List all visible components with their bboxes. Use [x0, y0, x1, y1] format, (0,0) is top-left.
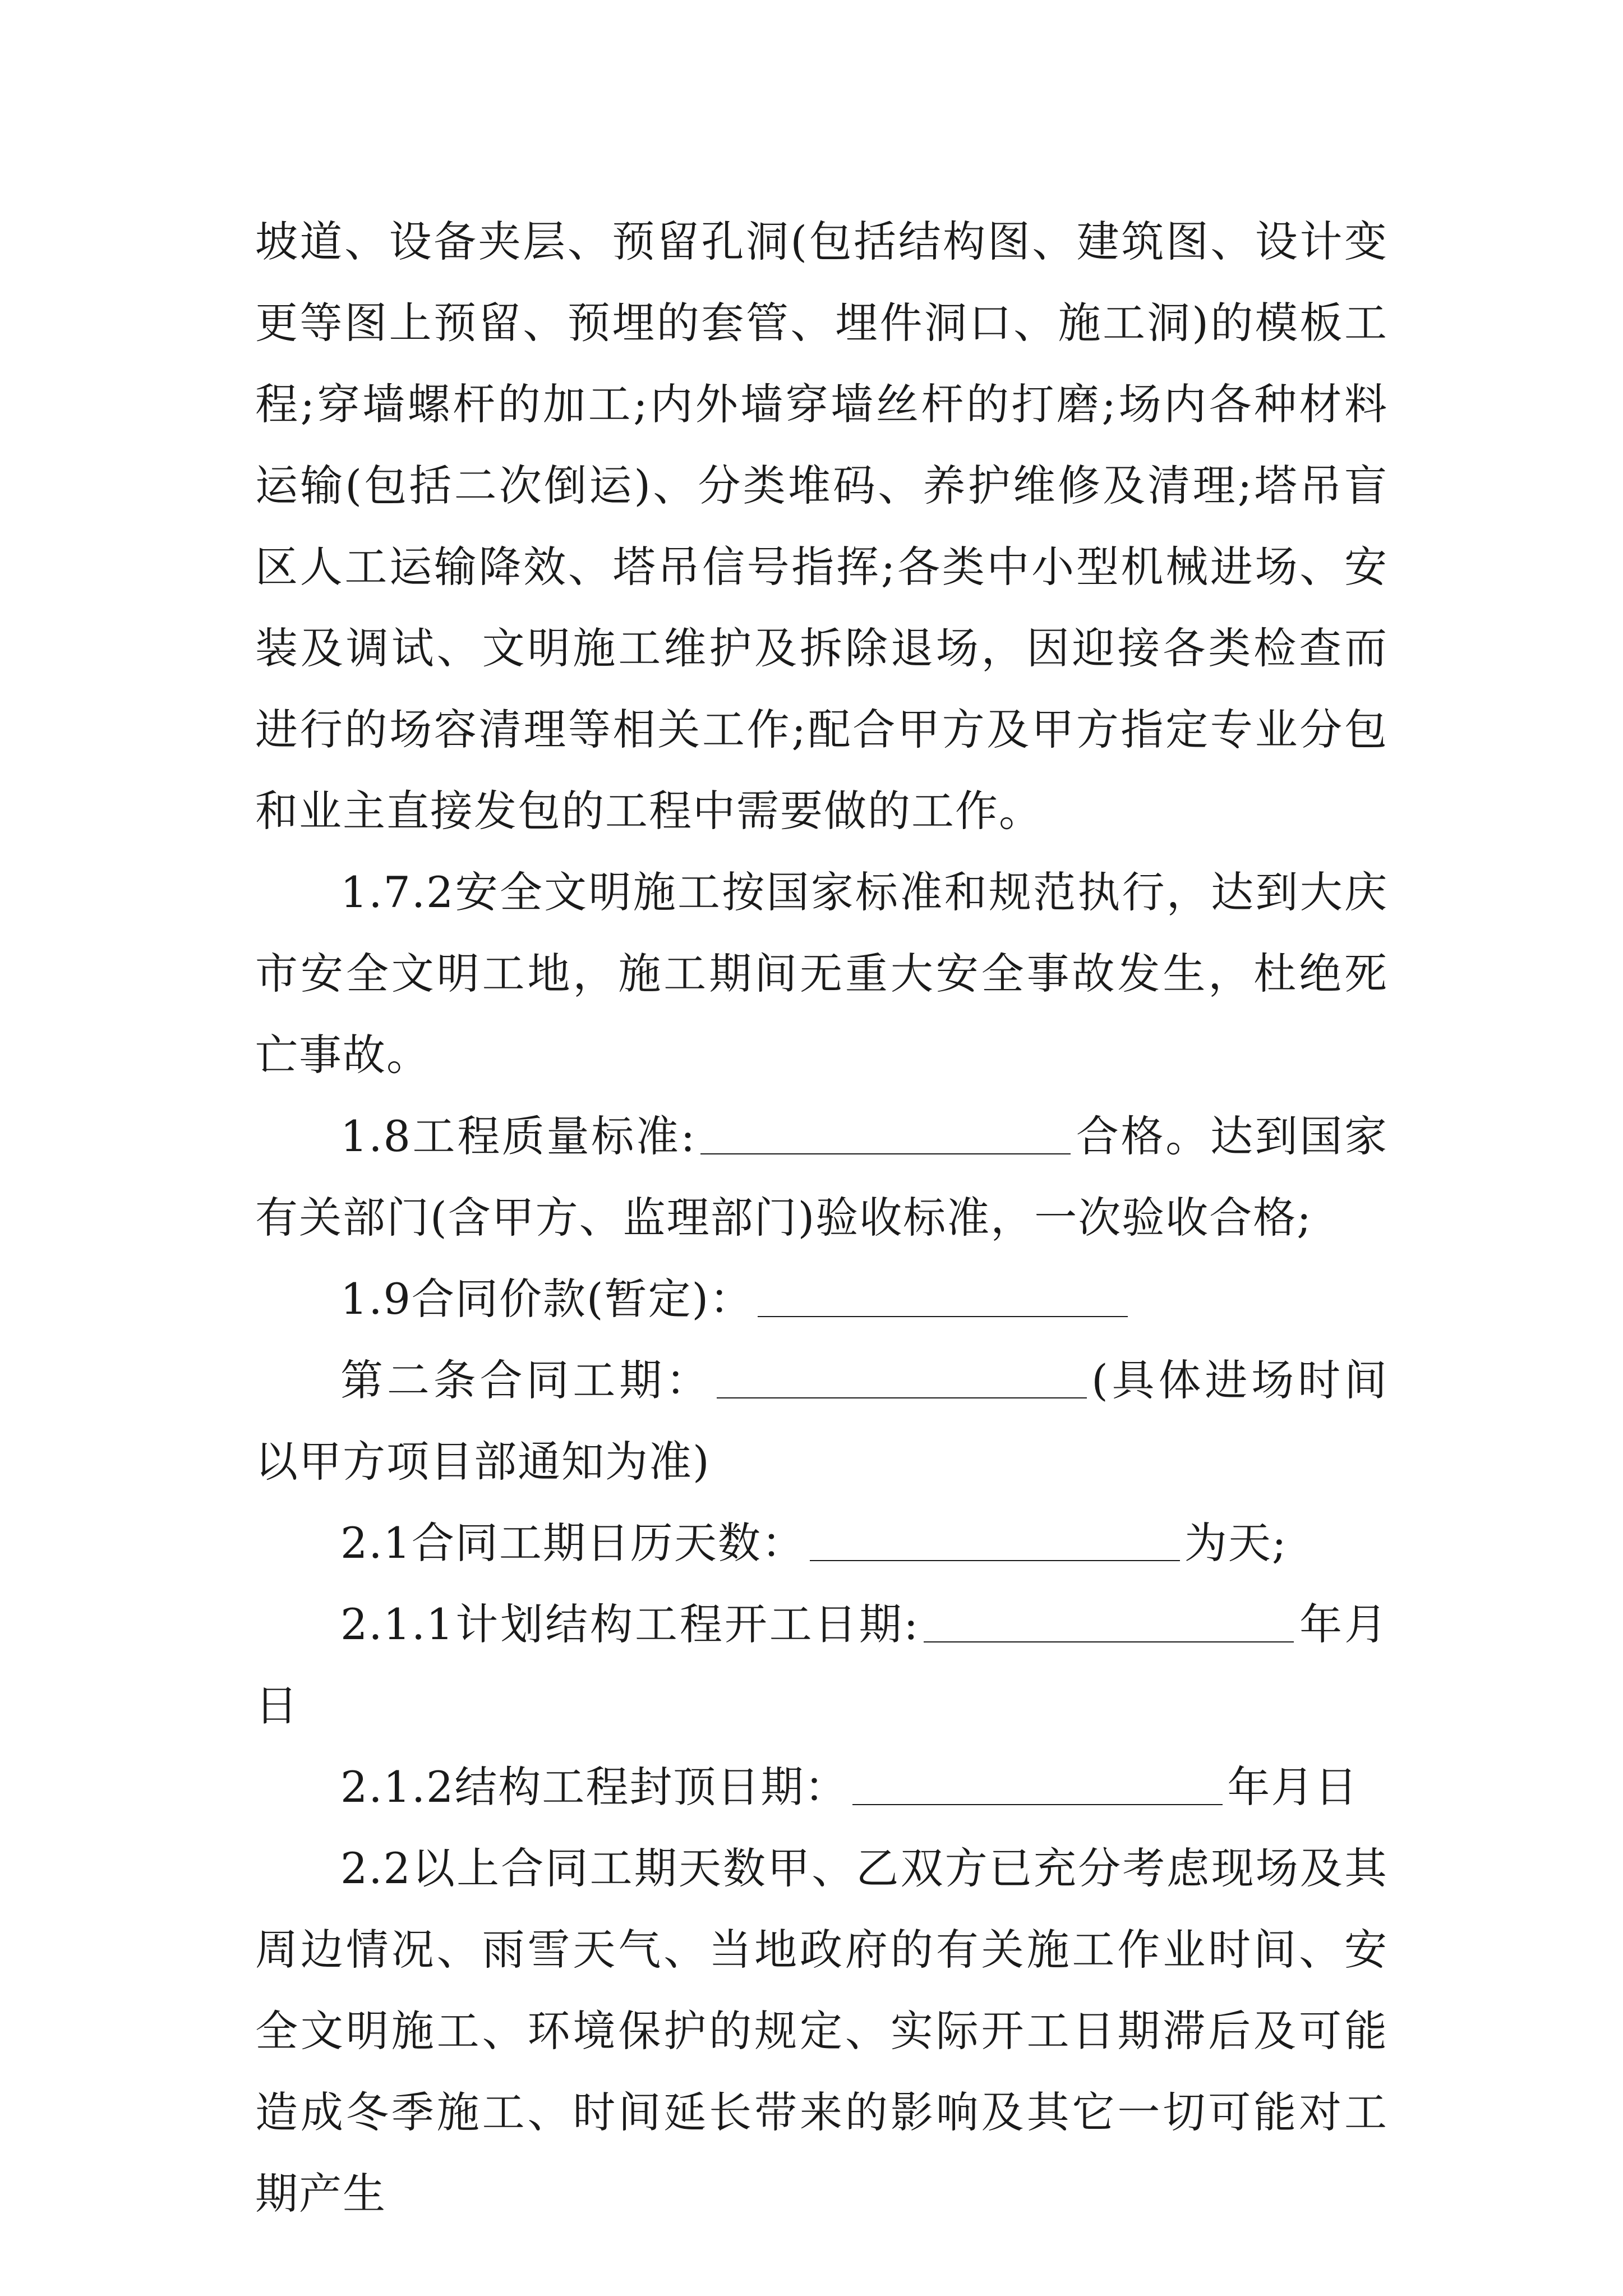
paragraph-text: (具体进场时间以甲方项目部通知为准) — [255, 1355, 1389, 1487]
paragraph-safety-standard — [255, 852, 1388, 1096]
paragraph-text: 年月日 — [1227, 1762, 1359, 1812]
field-label: 1.8工程质量标准: — [340, 1111, 697, 1161]
paragraph-text: 年月日 — [255, 1599, 1389, 1731]
fill-in-blank-quality — [700, 1114, 1071, 1154]
fill-in-blank-start-date — [924, 1602, 1294, 1642]
field-label: 第二条合同工期： — [340, 1355, 713, 1405]
document-body — [255, 201, 1388, 2234]
field-label: 2.1合同工期日历天数： — [340, 1518, 805, 1568]
paragraph-scope-of-work — [255, 201, 1388, 852]
paragraph-text: 为天; — [1184, 1518, 1288, 1568]
paragraph-text: 2.2以上合同工期天数甲、乙双方已充分考虑现场及其周边情况、雨雪天气、当地政府的有关施工作业时间、安全文明施工、环境保护的规定、实际开工日期滞后及可能造成冬季施工、时间延长带来的影响及其它一切可能对工期产生 — [255, 1843, 1388, 2219]
paragraph-contract-price — [255, 1258, 1388, 1340]
paragraph-contract-period — [255, 1340, 1388, 1502]
paragraph-calendar-days — [255, 1502, 1388, 1584]
fill-in-blank-price — [758, 1277, 1128, 1317]
field-label: 1.9合同价款(暂定)： — [340, 1274, 754, 1324]
paragraph-quality-standard — [255, 1096, 1388, 1258]
paragraph-text: 合格。达到国家有关部门(含甲方、监理部门)验收标准，一次验收合格; — [255, 1111, 1388, 1243]
paragraph-text: 1.7.2安全文明施工按国家标准和规范执行，达到大庆市安全文明工地，施工期间无重大安全事故发生，杜绝死亡事故。 — [255, 867, 1388, 1080]
paragraph-period-considerations — [255, 1828, 1388, 2234]
paragraph-topping-out-date — [255, 1746, 1388, 1828]
fill-in-blank-period — [717, 1358, 1087, 1398]
paragraph-text: 坡道、设备夹层、预留孔洞(包括结构图、建筑图、设计变更等图上预留、预埋的套管、埋件洞口、施工洞)的模板工程;穿墙螺杆的加工;内外墙穿墙丝杆的打磨;场内各种材料运输(包括二次倒运)、分类堆码、养护维修及清理;塔吊盲区人工运输降效、塔吊信号指挥;各类中小型机械进场、安装及调试、文明施工维护及拆除退场，因迎接各类检查而进行的场容清理等相关工作;配合甲方及甲方指定专业分包和业主直接发包的工程中需要做的工作。 — [255, 217, 1388, 836]
fill-in-blank-topping-date — [852, 1765, 1223, 1805]
field-label: 2.1.1计划结构工程开工日期: — [340, 1599, 920, 1649]
field-label: 2.1.2结构工程封顶日期： — [340, 1762, 849, 1812]
paragraph-start-date — [255, 1584, 1388, 1746]
fill-in-blank-days — [810, 1521, 1180, 1561]
